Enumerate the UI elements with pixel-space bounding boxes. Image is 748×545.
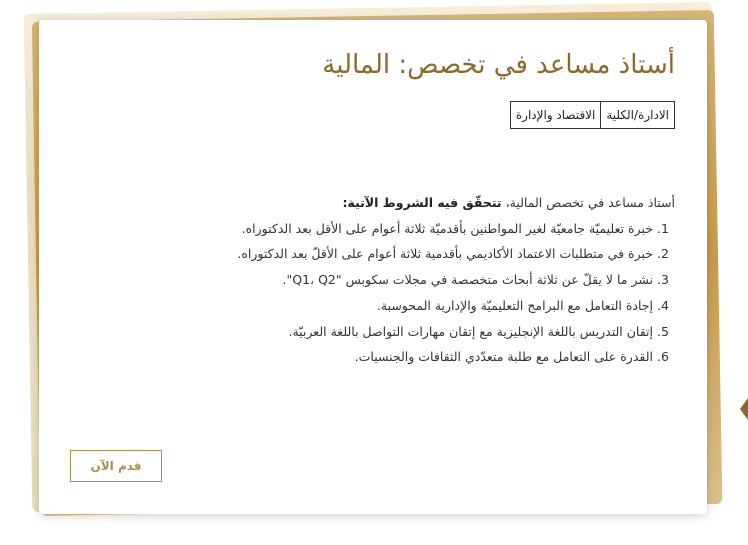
tag-college-value: الاقتصاد والإدارة [511,102,602,128]
next-arrow-icon[interactable] [740,398,748,420]
job-card [39,20,707,514]
requirements-list [75,216,675,370]
tag-college-label: الادارة/الكلية [606,108,669,122]
requirement-item: 1. خبرة تعليميّة جامعيّة لغير المواطنين بأقدميّة ثلاثة أعوام على الأقل بعد الدكتوراه. [75,216,653,242]
intro-bold: تتحقّق فيه الشروط الآتية: [342,195,502,210]
intro-text: أستاذ مساعد في تخصص المالية، [501,195,675,210]
requirements-section [75,190,675,370]
requirement-item: 6. القدرة على التعامل مع طلبة متعدّدي الثقافات والجنسيات. [75,344,653,370]
requirement-item: 4. إجادة التعامل مع البرامج التعليميّة والإدارية المحوسبة. [75,293,653,319]
job-title: أستاذ مساعد في تخصص: المالية [322,50,675,80]
requirement-item: 3. نشر ما لا يقلّ عن ثلاثة أبحاث متخصصة في مجلات سكوبس "Q1، Q2". [75,267,653,293]
requirement-item: 2. خبرة في متطلبات الاعتماد الأكاديمي بأقدمية ثلاثة أعوام على الأقلّ بعد الدكتوراه. [75,241,653,267]
job-tags [510,101,675,129]
requirements-intro [75,190,675,216]
apply-now-button[interactable]: قدم الآن [70,450,162,482]
requirement-item: 5. إتقان التدريس باللغة الإنجليزية مع إتقان مهارات التواصل باللغة العربيّة. [75,319,653,345]
